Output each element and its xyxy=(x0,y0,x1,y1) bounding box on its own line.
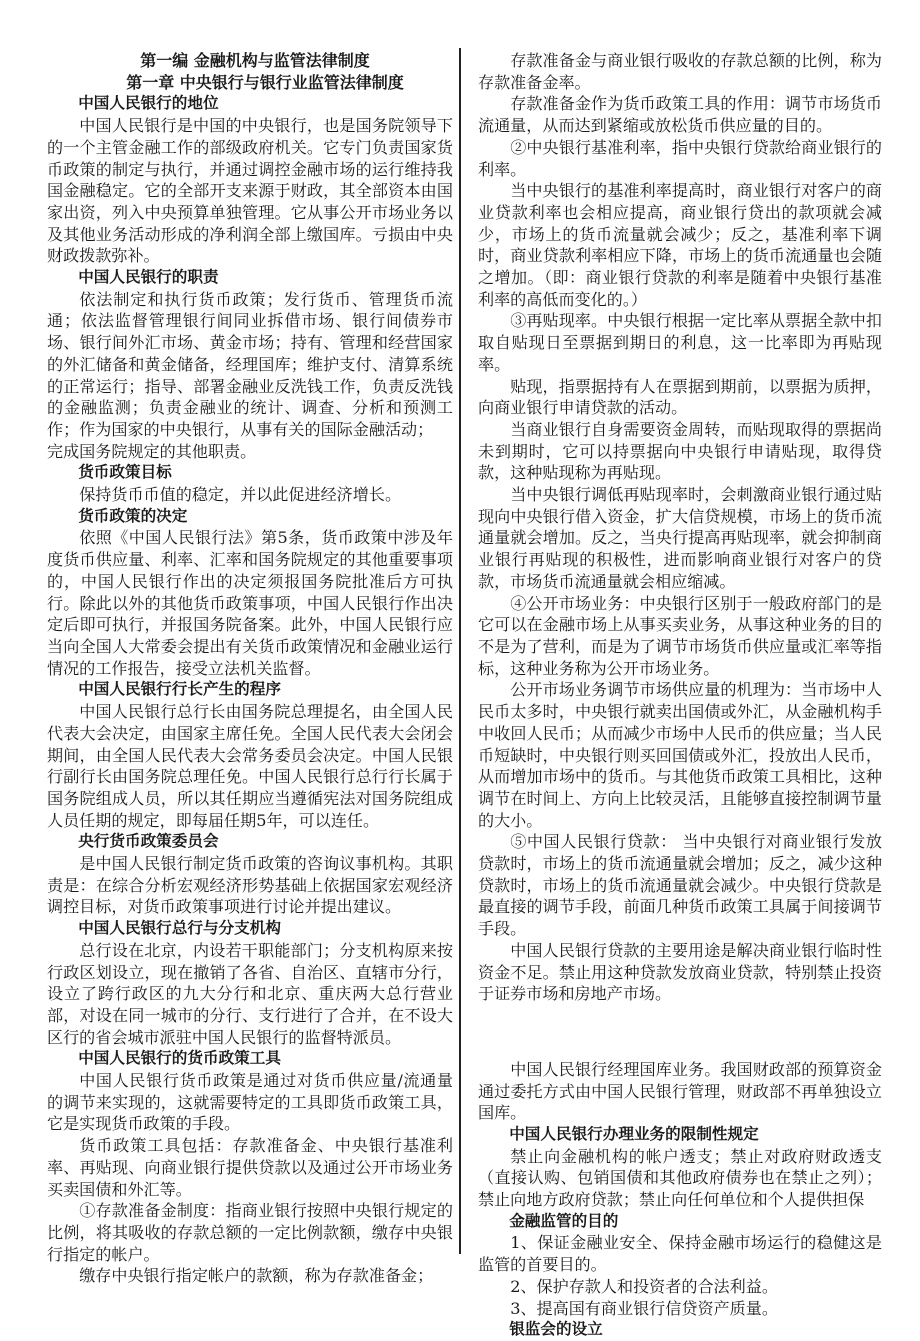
section-heading: 中国人民银行的货币政策工具 xyxy=(78,1049,281,1068)
paragraph: ⑤中国人民银行贷款： 当中央银行对商业银行发放贷款时，市场上的货币流通量就会增加；反之，减少这种贷款时，市场上的货币流通量就会减少。中央银行贷款是最直接的调节手段，前面几种货币政策工具属于间接调节手段。 xyxy=(478,832,882,939)
paragraph: 贴现，指票据持有人在票据到期前，以票据为质押，向商业银行申请贷款的活动。 xyxy=(478,376,882,418)
paragraph: 中国人民银行是中国的中央银行，也是国务院领导下的一个主管金融工作的部级政府机关。它专门负责国家货币政策的制定与执行，并通过调控金融市场的运行维持我国金融稳定。它的全部开支来源于财政，其全部资本由国家出资，列入中央预算单独管理。它从事公开市场业务以及其他业务活动形成的净利润全部上缴国库。亏损由中央财政拨款弥补。 xyxy=(47,116,453,266)
section-heading: 中国人民银行的地位 xyxy=(78,94,219,113)
paragraph: 总行设在北京，内设若干职能部门；分支机构原来按行政区划设立，现在撤销了各省、自治区、直辖市分行，设立了跨行政区的九大分行和北京、重庆两大总行营业部，对设在同一城市的分行、支行进行了合并，在不设大区行的省会城市派驻中国人民银行的监督特派员。 xyxy=(47,940,453,1047)
column-divider xyxy=(459,48,461,1254)
paragraph: ③再贴现率。中央银行根据一定比率从票据全款中扣取自贴现日至票据到期日的利息，这一比率即为再贴现率。 xyxy=(478,311,882,374)
document-title: 第一编 金融机构与监管法律制度 xyxy=(140,51,370,70)
paragraph: 依照《中国人民银行法》第5条，货币政策中涉及年度货币供应量、利率、汇率和国务院规定的其他重要事项的，中国人民银行作出的决定须报国务院批准后方可执行。除此以外的其他货币政策事项，中国人民银行作出决定后即可执行，并报国务院备案。此外，中国人民银行应当向全国人大常委会提出有关货币政策情况和金融业运行情况的工作报告，接受立法机关监督。 xyxy=(47,528,453,678)
paragraph: 完成国务院规定的其他职责。 xyxy=(47,441,257,461)
paragraph: 缴存中央银行指定帐户的款额，称为存款准备金； xyxy=(79,1266,434,1286)
paragraph: 当中央银行调低再贴现率时，会刺激商业银行通过贴现向中央银行借入资金，扩大信贷规模，市场上的货币流通量就会增加。反之，当央行提高再贴现率，就会抑制商业银行再贴现的积极性，进而影响商业银行对客户的贷款，市场货币流通量就会相应缩减。 xyxy=(478,485,882,591)
left-column xyxy=(47,50,453,1287)
paragraph: 3、提高国有商业银行信贷资产质量。 xyxy=(510,1298,778,1318)
section-heading: 银监会的设立 xyxy=(509,1320,603,1339)
section-heading: 货币政策目标 xyxy=(78,463,172,482)
paragraph: 中国人民银行经理国库业务。我国财政部的预算资金通过委托方式由中国人民银行管理，财政部不再单独设立国库。 xyxy=(478,1059,882,1123)
paragraph: 依法制定和执行货币政策；发行货币、管理货币流通；依法监督管理银行间同业拆借市场、银行间债券市场、银行间外汇市场、黄金市场；持有、管理和经营国家的外汇储备和黄金储备，经理国库；维护支付、清算系统的正常运行；指导、部署金融业反洗钱工作，负责反洗钱的金融监测；负责金融业的统计、调查、分析和预测工作；作为国家的中央银行，从事有关的国际金融活动； xyxy=(47,289,453,439)
paragraph: ②中央银行基准利率，指中央银行贷款给商业银行的利率。 xyxy=(478,137,882,179)
paragraph: 当商业银行自身需要资金周转，而贴现取得的票据尚未到期时，它可以持票据向中央银行申请贴现，取得贷款，这种贴现称为再贴现。 xyxy=(478,419,882,483)
section-heading: 中国人民银行办理业务的限制性规定 xyxy=(509,1124,759,1143)
section-heading: 中国人民银行行长产生的程序 xyxy=(78,680,281,699)
section-heading: 货币政策的决定 xyxy=(78,506,188,525)
section-heading: 中国人民银行总行与分支机构 xyxy=(78,919,281,938)
paragraph: 存款准备金与商业银行吸收的存款总额的比例，称为存款准备金率。 xyxy=(478,51,882,92)
section-heading: 央行货币政策委员会 xyxy=(78,832,219,851)
paragraph: 2、保护存款人和投资者的合法利益。 xyxy=(510,1276,778,1296)
paragraph: 保持货币币值的稳定，并以此促进经济增长。 xyxy=(79,485,402,505)
document-title: 第一章 中央银行与银行业监管法律制度 xyxy=(126,72,404,92)
paragraph: 禁止向金融机构的帐户透支；禁止对政府财政透支（直接认购、包销国债和其他政府债券也在禁止之列）；禁止向地方政府贷款；禁止向任何单位和个人提供担保 xyxy=(478,1146,882,1210)
paragraph: ④公开市场业务：中央银行区别于一般政府部门的是它可以在金融市场上从事买卖业务，从事这种业务的目的不是为了营利，而是为了调节市场货币供应量或汇率等指标，这种业务称为公开市场业务。 xyxy=(478,593,882,678)
paragraph: ①存款准备金制度：指商业银行按照中央银行规定的比例，将其吸收的存款总额的一定比例款额，缴存中央银行指定的帐户。 xyxy=(47,1201,453,1264)
paragraph: 货币政策工具包括：存款准备金、中央银行基准利率、再贴现、向商业银行提供贷款以及通过公开市场业务买卖国债和外汇等。 xyxy=(47,1136,453,1199)
paragraph: 存款准备金作为货币政策工具的作用：调节市场货币流通量，从而达到紧缩或放松货币供应量的目的。 xyxy=(478,94,882,136)
section-heading: 中国人民银行的职责 xyxy=(78,268,219,287)
blank-line xyxy=(478,1021,882,1043)
paragraph: 当中央银行的基准利率提高时，商业银行对客户的商业贷款利率也会相应提高，商业银行贷出的款项就会减少，市场上的货币流量就会减少；反之，基准利率下调时，商业贷款利率相应下降，市场上的货币流通量也会随之增加。（即：商业银行贷款的利率是随着中央银行基准利率的高低而变化的。） xyxy=(478,181,882,309)
section-heading: 金融监管的目的 xyxy=(509,1211,619,1230)
right-column xyxy=(478,50,882,1341)
paragraph: 1、保证金融业安全、保持金融市场运行的稳健这是监管的首要目的。 xyxy=(478,1233,882,1275)
paragraph: 公开市场业务调节市场供应量的机理为：当市场中人民币太多时，中央银行就卖出国债或外汇，从金融机构手中收回人民币；从而减少市场中人民币的供应量；当人民币短缺时，中央银行则买回国债或外汇，投放出人民币，从而增加市场中的货币。与其他货币政策工具相比，这种调节在时间上、方向上比较灵活，且能够直接控制调节量的大小。 xyxy=(478,680,882,830)
paragraph: 是中国人民银行制定货币政策的咨询议事机构。其职责是：在综合分析宏观经济形势基础上依据国家宏观经济调控目标，对货币政策事项进行讨论并提出建议。 xyxy=(47,854,453,917)
paragraph: 中国人民银行贷款的主要用途是解决商业银行临时性资金不足。禁止用这种贷款发放商业贷款，特别禁止投资于证券市场和房地产市场。 xyxy=(478,940,882,1004)
paragraph: 中国人民银行货币政策是通过对货币供应量/流通量的调节来实现的，这就需要特定的工具即货币政策工具，它是实现货币政策的手段。 xyxy=(47,1071,453,1134)
paragraph: 中国人民银行总行长由国务院总理提名，由全国人民代表大会决定，由国家主席任免。全国人民代表大会闭会期间，由全国人民代表大会常务委员会决定。中国人民银行副行长由国务院总理任免。中国人民银行总行行长属于国务院组成人员，所以其任期应当遵循宪法对国务院组成人员任期的规定，即每届任期5年，可以连任。 xyxy=(47,702,453,830)
